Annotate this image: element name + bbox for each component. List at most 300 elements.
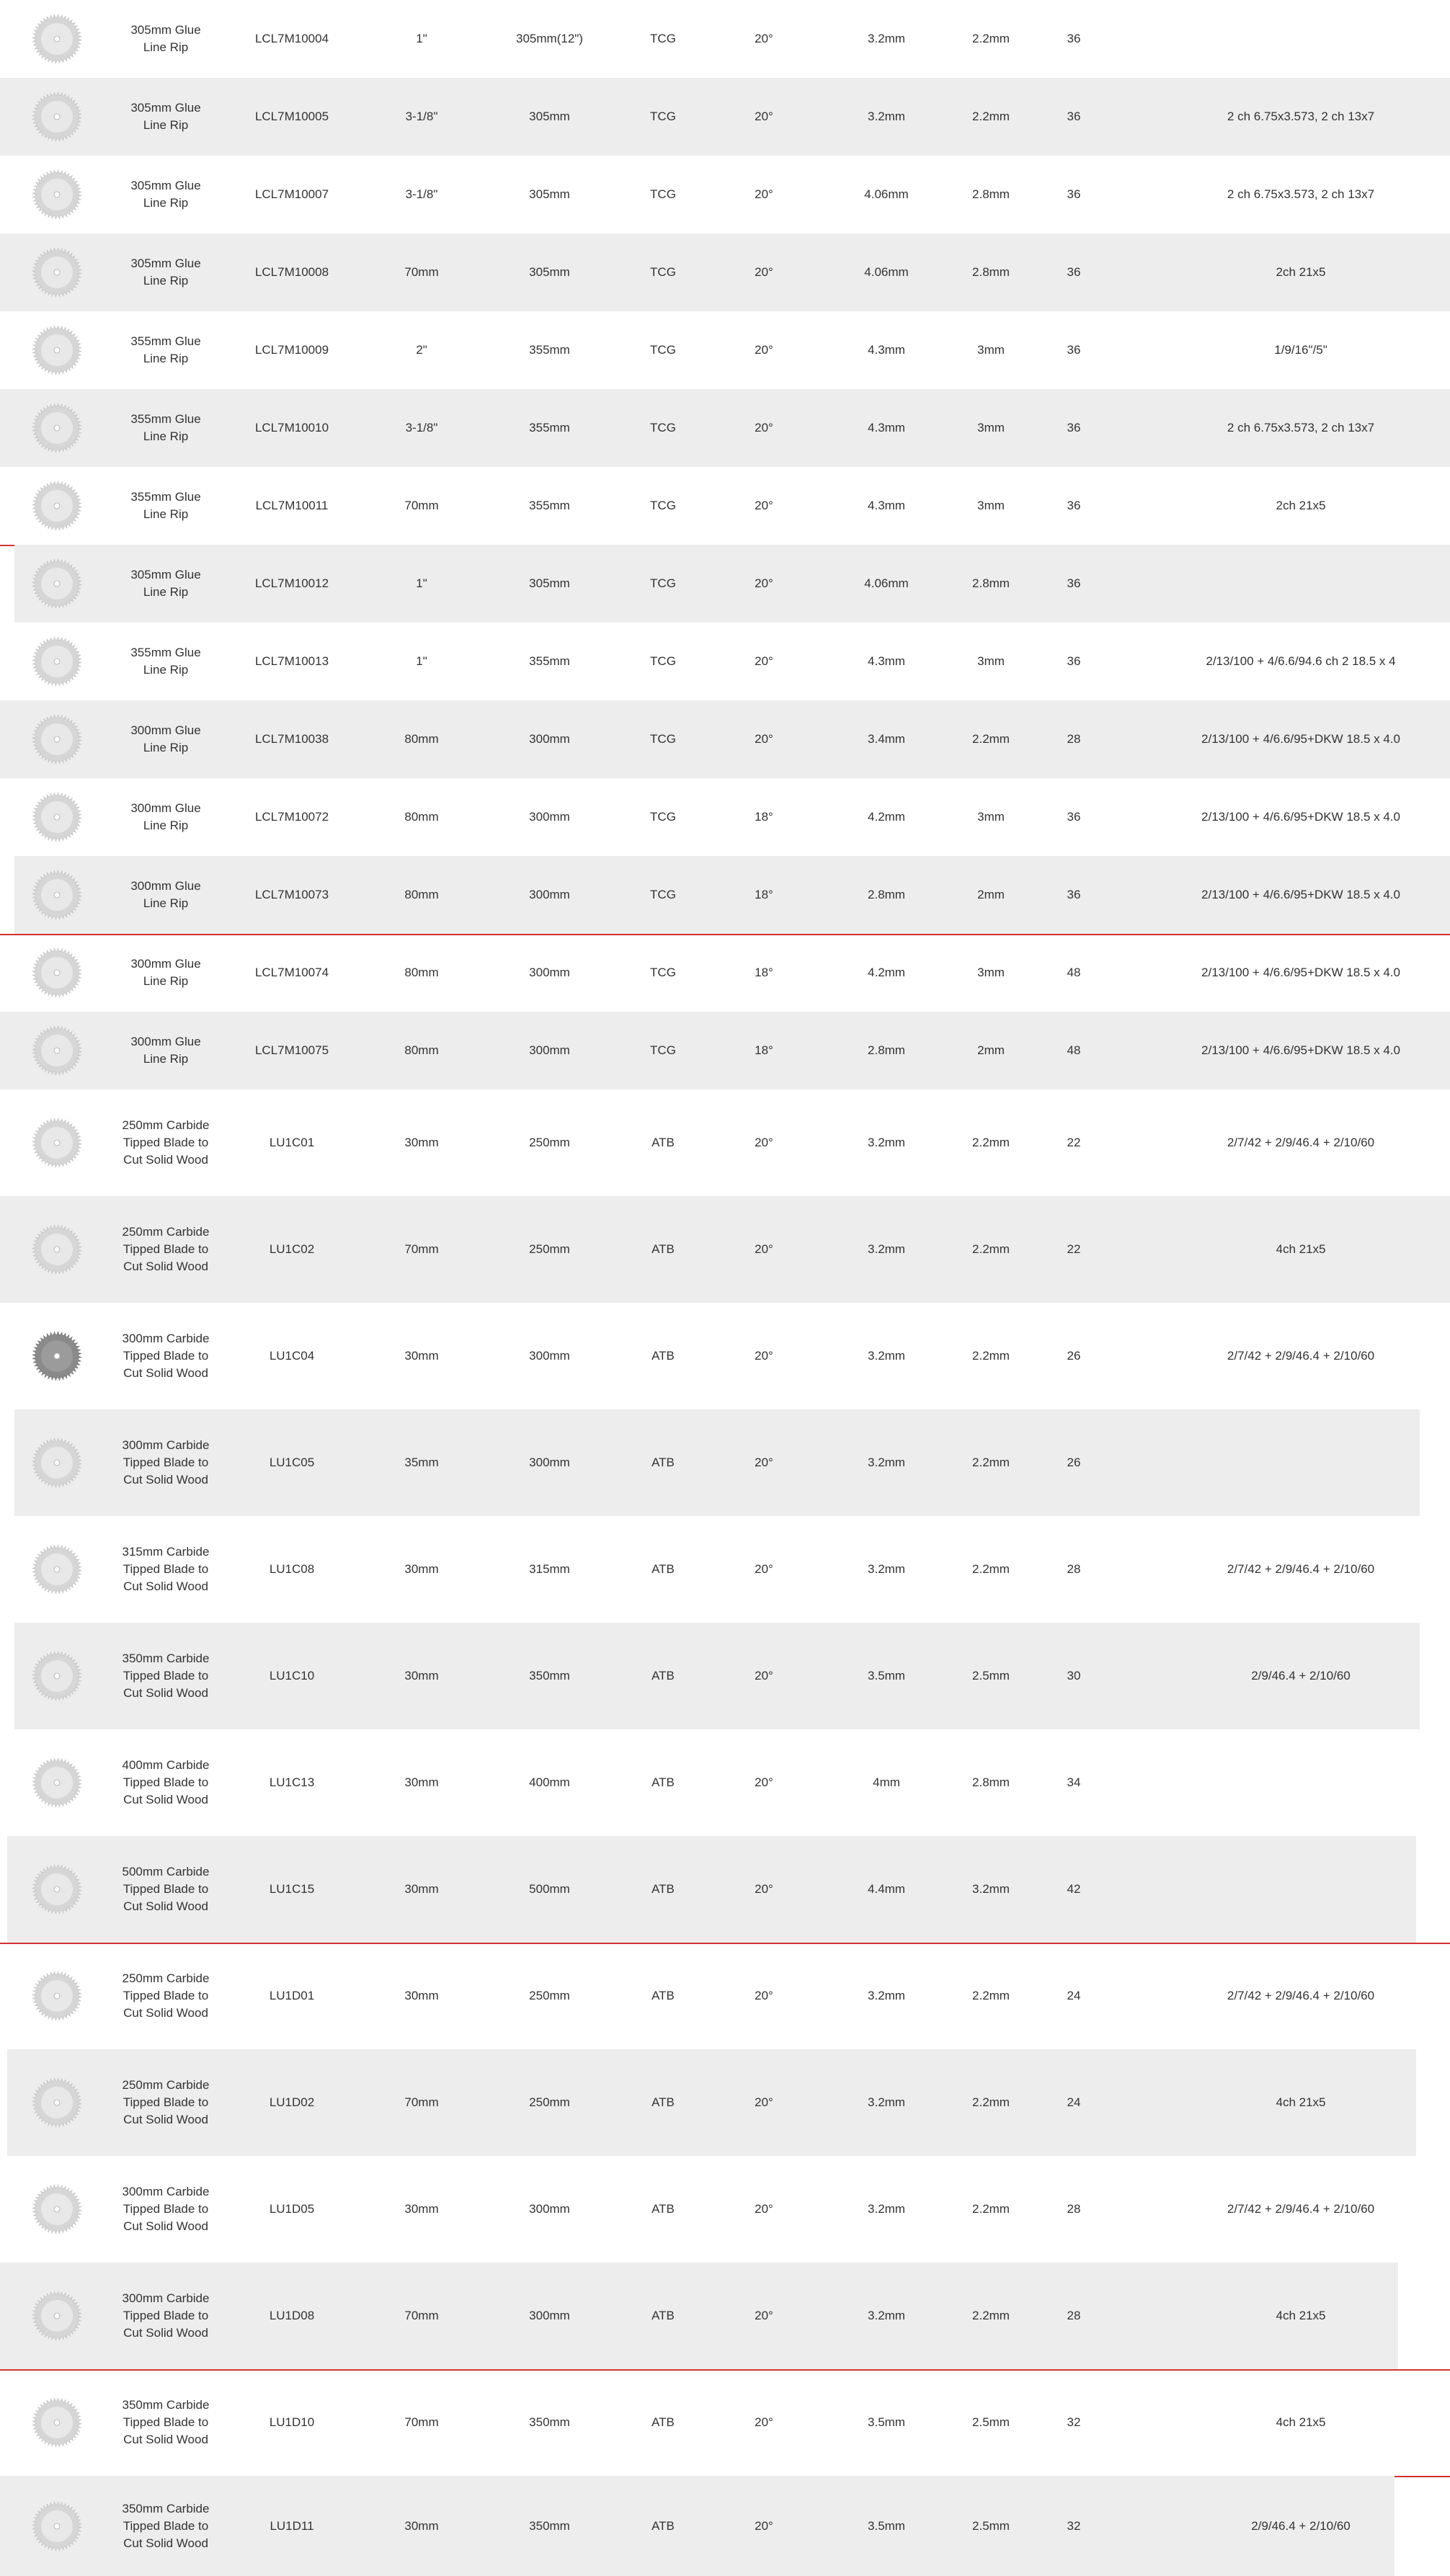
saw-blade-icon[interactable] <box>27 558 86 609</box>
product-code: LU1C05 <box>269 1456 315 1469</box>
tooth-profile: ATB <box>651 2095 675 2109</box>
product-code: LCL7M10009 <box>254 343 329 357</box>
pinhole-spec: 4ch 21x5 <box>1276 2415 1326 2429</box>
pinhole-spec: 2/7/42 + 2/9/46.4 + 2/10/60 <box>1227 1989 1375 2002</box>
pinhole-spec: 2/13/100 + 4/6.6/95+DKW 18.5 x 4.0 <box>1201 966 1400 979</box>
saw-blade-icon[interactable] <box>27 1544 86 1595</box>
product-code: LCL7M10074 <box>254 966 329 979</box>
saw-blade-icon[interactable] <box>27 403 86 453</box>
hook-angle: 20° <box>755 1989 773 2002</box>
product-name: 305mm Glue Line Rip <box>130 568 201 599</box>
bore-size: 70mm <box>404 265 439 279</box>
saw-blade-icon[interactable] <box>27 636 86 687</box>
bore-size: 70mm <box>404 499 439 512</box>
product-name: 300mm Glue Line Rip <box>130 723 201 754</box>
product-code: LU1D05 <box>269 2202 315 2216</box>
hook-angle: 20° <box>755 1882 773 1896</box>
bore-size: 2" <box>416 343 427 357</box>
product-name: 305mm Glue Line Rip <box>130 179 201 210</box>
saw-blade-icon[interactable] <box>27 2291 86 2341</box>
tooth-profile: ATB <box>651 1775 675 1789</box>
plate-thickness: 2.8mm <box>972 576 1010 590</box>
teeth-count: 28 <box>1067 2309 1081 2322</box>
pinhole-spec: 2ch 21x5 <box>1276 499 1326 512</box>
table-row <box>0 156 1450 233</box>
plate-thickness: 3mm <box>977 499 1005 512</box>
product-code: LCL7M10004 <box>254 32 329 45</box>
kerf-width: 4.06mm <box>864 187 909 201</box>
teeth-count: 26 <box>1067 1349 1081 1363</box>
saw-blade-icon[interactable] <box>27 2077 86 2128</box>
pinhole-spec: 2ch 21x5 <box>1276 265 1326 279</box>
saw-blade-icon[interactable] <box>27 714 86 765</box>
hook-angle: 20° <box>755 2518 773 2533</box>
bore-size: 3-1/8" <box>405 421 438 434</box>
table-row <box>0 1089 1450 1196</box>
kerf-width: 4.06mm <box>864 265 909 279</box>
hook-angle: 20° <box>755 1669 773 1683</box>
saw-blade-icon[interactable] <box>27 325 86 375</box>
diameter: 355mm <box>529 421 570 434</box>
saw-blade-icon[interactable] <box>27 2184 86 2234</box>
tooth-profile: TCG <box>650 110 676 123</box>
diameter: 355mm <box>529 499 570 512</box>
product-name: 300mm Glue Line Rip <box>130 1035 201 1066</box>
diameter: 305mm(12") <box>516 32 583 45</box>
product-name: 300mm Glue Line Rip <box>130 801 201 832</box>
plate-thickness: 2mm <box>977 888 1005 901</box>
product-code: LCL7M10073 <box>254 888 329 901</box>
product-name: 300mm Glue Line Rip <box>130 879 201 910</box>
table-row <box>0 856 1450 934</box>
table-row <box>0 1729 1450 1836</box>
product-code: LCL7M10011 <box>255 499 329 512</box>
teeth-count: 36 <box>1067 888 1081 901</box>
kerf-width: 4.4mm <box>868 1882 905 1896</box>
kerf-width: 3.2mm <box>868 1136 905 1149</box>
plate-thickness: 2.2mm <box>972 2095 1010 2109</box>
table-row <box>0 1303 1450 1409</box>
pinhole-spec: 2 ch 6.75x3.573, 2 ch 13x7 <box>1227 187 1375 201</box>
saw-blade-icon[interactable] <box>27 247 86 298</box>
diameter: 355mm <box>529 343 570 357</box>
plate-thickness: 2.8mm <box>972 265 1010 279</box>
product-code: LU1C02 <box>269 1242 315 1256</box>
bore-size: 1" <box>416 32 427 45</box>
product-code: LU1C13 <box>269 1775 315 1789</box>
saw-blade-icon[interactable] <box>27 1025 86 1076</box>
plate-thickness: 3mm <box>977 810 1005 824</box>
hook-angle: 20° <box>755 2415 773 2429</box>
product-name: 305mm Glue Line Rip <box>130 257 201 288</box>
teeth-count: 36 <box>1067 499 1081 512</box>
bore-size: 70mm <box>404 2095 439 2109</box>
kerf-width: 3.2mm <box>868 2095 905 2109</box>
product-name: 250mm Carbide Tipped Blade to Cut Solid Wood <box>122 1118 210 1167</box>
kerf-width: 3.5mm <box>868 2518 905 2533</box>
diameter: 250mm <box>529 1989 570 2002</box>
teeth-count: 36 <box>1067 32 1081 45</box>
product-name: 315mm Carbide Tipped Blade to Cut Solid Wood <box>122 1545 210 1593</box>
bore-size: 70mm <box>404 2309 439 2322</box>
diameter: 400mm <box>529 1775 570 1789</box>
tooth-profile: TCG <box>650 421 676 434</box>
bore-size: 3-1/8" <box>405 187 438 201</box>
table-row <box>0 1409 1450 1516</box>
tooth-profile: TCG <box>650 654 676 668</box>
diameter: 300mm <box>529 732 570 746</box>
saw-blade-icon[interactable] <box>27 1651 86 1701</box>
bore-size: 30mm <box>404 1882 439 1896</box>
kerf-width: 3.2mm <box>868 110 905 123</box>
pinhole-spec: 2/13/100 + 4/6.6/95+DKW 18.5 x 4.0 <box>1201 810 1400 824</box>
kerf-width: 4.3mm <box>868 499 905 512</box>
product-code: LU1C10 <box>269 1669 315 1683</box>
product-code: LCL7M10007 <box>254 187 329 201</box>
plate-thickness: 2.2mm <box>972 1562 1010 1576</box>
pinhole-spec: 1/9/16"/5" <box>1274 343 1327 357</box>
table-row <box>0 1196 1450 1303</box>
diameter: 350mm <box>529 2415 570 2429</box>
diameter: 500mm <box>529 1882 570 1896</box>
tooth-profile: TCG <box>650 499 676 512</box>
hook-angle: 20° <box>755 110 773 123</box>
pinhole-spec: 2 ch 6.75x3.573, 2 ch 13x7 <box>1227 421 1375 434</box>
plate-thickness: 3mm <box>977 966 1005 979</box>
saw-blade-icon[interactable] <box>27 1118 86 1168</box>
teeth-count: 48 <box>1067 1043 1081 1057</box>
teeth-count: 30 <box>1067 1669 1081 1683</box>
product-code: LCL7M10005 <box>254 110 329 123</box>
teeth-count: 42 <box>1067 1882 1081 1896</box>
diameter: 250mm <box>529 1136 570 1149</box>
plate-thickness: 2.2mm <box>972 2202 1010 2216</box>
diameter: 300mm <box>529 966 570 979</box>
diameter: 300mm <box>529 2309 570 2322</box>
diameter: 305mm <box>529 187 570 201</box>
saw-blade-icon[interactable] <box>27 1864 86 1915</box>
bore-size: 80mm <box>404 1043 439 1057</box>
hook-angle: 20° <box>755 187 773 201</box>
saw-blade-icon[interactable] <box>27 792 86 842</box>
diameter: 300mm <box>529 1349 570 1363</box>
teeth-count: 32 <box>1067 2415 1081 2429</box>
table-row <box>0 1943 1450 2049</box>
table-row <box>0 623 1450 700</box>
product-name: 250mm Carbide Tipped Blade to Cut Solid Wood <box>122 2078 210 2126</box>
kerf-width: 3.2mm <box>868 32 905 45</box>
product-code: LU1D01 <box>269 1989 315 2002</box>
saw-blade-icon[interactable] <box>27 14 86 64</box>
saw-blade-icon[interactable] <box>27 92 86 142</box>
bore-size: 3-1/8" <box>405 110 438 123</box>
tooth-profile: TCG <box>650 576 676 590</box>
teeth-count: 28 <box>1067 1562 1081 1576</box>
tooth-profile: ATB <box>651 2202 675 2216</box>
product-code: LCL7M10013 <box>254 654 329 668</box>
teeth-count: 36 <box>1067 654 1081 668</box>
saw-blade-icon[interactable] <box>27 1438 86 1488</box>
tooth-profile: TCG <box>650 343 676 357</box>
teeth-count: 22 <box>1067 1242 1081 1256</box>
saw-blade-icon[interactable] <box>27 2397 86 2448</box>
tooth-profile: TCG <box>650 187 676 201</box>
diameter: 350mm <box>529 1669 570 1683</box>
bore-size: 70mm <box>404 2415 439 2429</box>
bore-size: 30mm <box>404 1669 439 1683</box>
hook-angle: 20° <box>755 2202 773 2216</box>
plate-thickness: 2.5mm <box>972 2518 1010 2533</box>
tooth-profile: TCG <box>650 265 676 279</box>
kerf-width: 4mm <box>873 1775 900 1789</box>
diameter: 355mm <box>529 654 570 668</box>
diameter: 350mm <box>529 2518 570 2533</box>
tooth-profile: TCG <box>650 966 676 979</box>
table-row <box>0 467 1450 545</box>
plate-thickness: 2.2mm <box>972 1456 1010 1469</box>
saw-blade-icon[interactable] <box>27 1224 86 1275</box>
product-name: 355mm Glue Line Rip <box>130 490 201 521</box>
diameter: 300mm <box>529 1043 570 1057</box>
teeth-count: 32 <box>1067 2518 1081 2533</box>
bore-size: 1" <box>416 654 427 668</box>
hook-angle: 20° <box>755 343 773 357</box>
pinhole-spec: 2/7/42 + 2/9/46.4 + 2/10/60 <box>1227 1562 1375 1576</box>
table-row <box>0 1836 1450 1943</box>
product-code: LU1D10 <box>269 2415 315 2429</box>
diameter: 250mm <box>529 1242 570 1256</box>
product-name: 350mm Carbide Tipped Blade to Cut Solid Wood <box>122 2501 210 2550</box>
saw-blade-dark-icon[interactable] <box>27 1331 86 1381</box>
product-name: 400mm Carbide Tipped Blade to Cut Solid Wood <box>122 1758 210 1806</box>
diameter: 250mm <box>529 2095 570 2109</box>
product-code: LCL7M10012 <box>254 576 329 590</box>
kerf-width: 3.2mm <box>868 2202 905 2216</box>
plate-thickness: 2.2mm <box>972 1242 1010 1256</box>
hook-angle: 20° <box>755 499 773 512</box>
kerf-width: 3.2mm <box>868 2309 905 2322</box>
saw-blade-icon[interactable] <box>27 481 86 531</box>
hook-angle: 20° <box>755 1456 773 1469</box>
table-row <box>0 2156 1450 2263</box>
table-row <box>0 0 1450 78</box>
tooth-profile: TCG <box>650 1043 676 1057</box>
pinhole-spec: 4ch 21x5 <box>1276 2095 1326 2109</box>
teeth-count: 24 <box>1067 1989 1081 2002</box>
row-background <box>14 1409 1420 1516</box>
plate-thickness: 2.2mm <box>972 2309 1010 2322</box>
tooth-profile: ATB <box>651 1349 675 1363</box>
plate-thickness: 2mm <box>977 1043 1005 1057</box>
table-row <box>0 311 1450 389</box>
tooth-profile: ATB <box>651 2415 675 2429</box>
plate-thickness: 2.2mm <box>972 32 1010 45</box>
product-name: 350mm Carbide Tipped Blade to Cut Solid Wood <box>122 1652 210 1700</box>
plate-thickness: 3mm <box>977 654 1005 668</box>
bore-size: 80mm <box>404 966 439 979</box>
pinhole-spec: 2/7/42 + 2/9/46.4 + 2/10/60 <box>1227 1349 1375 1363</box>
hook-angle: 18° <box>755 1043 773 1057</box>
kerf-width: 3.2mm <box>868 1242 905 1256</box>
bore-size: 1" <box>416 576 427 590</box>
plate-thickness: 3mm <box>977 421 1005 434</box>
kerf-width: 3.5mm <box>868 1669 905 1683</box>
bore-size: 80mm <box>404 888 439 901</box>
row-background <box>7 1836 1416 1943</box>
tooth-profile: ATB <box>651 1669 675 1683</box>
teeth-count: 36 <box>1067 187 1081 201</box>
product-name: 355mm Glue Line Rip <box>130 412 201 443</box>
saw-blade-icon[interactable] <box>27 948 86 998</box>
tooth-profile: ATB <box>651 2518 675 2533</box>
hook-angle: 20° <box>755 654 773 668</box>
pinhole-spec: 2/13/100 + 4/6.6/95+DKW 18.5 x 4.0 <box>1201 1043 1400 1057</box>
product-code: LU1D08 <box>269 2309 315 2322</box>
hook-angle: 18° <box>755 888 773 901</box>
plate-thickness: 2.8mm <box>972 1775 1010 1789</box>
diameter: 305mm <box>529 576 570 590</box>
plate-thickness: 2.2mm <box>972 1989 1010 2002</box>
teeth-count: 48 <box>1067 966 1081 979</box>
table-row <box>0 778 1450 856</box>
hook-angle: 20° <box>755 1136 773 1149</box>
product-name: 350mm Carbide Tipped Blade to Cut Solid Wood <box>122 2398 210 2446</box>
hook-angle: 20° <box>755 1775 773 1789</box>
plate-thickness: 2.5mm <box>972 1669 1010 1683</box>
teeth-count: 36 <box>1067 421 1081 434</box>
tooth-profile: ATB <box>651 1562 675 1576</box>
kerf-width: 4.3mm <box>868 343 905 357</box>
saw-blade-icon[interactable] <box>27 169 86 220</box>
product-code: LCL7M10008 <box>254 265 329 279</box>
diameter: 305mm <box>529 110 570 123</box>
bore-size: 80mm <box>404 810 439 824</box>
pinhole-spec: 4ch 21x5 <box>1276 1242 1326 1256</box>
hook-angle: 20° <box>755 1242 773 1256</box>
kerf-width: 2.8mm <box>868 888 905 901</box>
diameter: 300mm <box>529 1456 570 1469</box>
saw-blade-icon[interactable] <box>27 1971 86 2021</box>
hook-angle: 20° <box>755 2309 773 2322</box>
teeth-count: 34 <box>1067 1775 1081 1789</box>
teeth-count: 24 <box>1067 2095 1081 2109</box>
bore-size: 30mm <box>404 1562 439 1576</box>
diameter: 300mm <box>529 888 570 901</box>
kerf-width: 4.2mm <box>868 966 905 979</box>
diameter: 315mm <box>529 1562 570 1576</box>
pinhole-spec: 4ch 21x5 <box>1276 2309 1326 2322</box>
hook-angle: 20° <box>755 421 773 434</box>
diameter: 305mm <box>529 265 570 279</box>
teeth-count: 26 <box>1067 1456 1081 1469</box>
plate-thickness: 3.2mm <box>972 1882 1010 1896</box>
product-code: LU1C15 <box>269 1882 315 1896</box>
hook-angle: 20° <box>755 732 773 746</box>
product-name: 300mm Carbide Tipped Blade to Cut Solid Wood <box>122 1332 210 1380</box>
table-row <box>0 934 1450 1012</box>
bore-size: 30mm <box>404 1989 439 2002</box>
kerf-width: 3.2mm <box>868 1989 905 2002</box>
product-code: LU1C01 <box>269 1136 315 1149</box>
pinhole-spec: 2/13/100 + 4/6.6/95+DKW 18.5 x 4.0 <box>1201 888 1400 901</box>
bore-size: 30mm <box>404 2202 439 2216</box>
pinhole-spec: 2/9/46.4 + 2/10/60 <box>1251 1669 1351 1683</box>
tooth-profile: ATB <box>651 2309 675 2322</box>
saw-blade-icon[interactable] <box>27 870 86 920</box>
plate-thickness: 2.8mm <box>972 187 1010 201</box>
product-name: 250mm Carbide Tipped Blade to Cut Solid Wood <box>122 1971 210 2020</box>
product-code: LU1D11 <box>270 2518 314 2533</box>
teeth-count: 36 <box>1067 576 1081 590</box>
kerf-width: 2.8mm <box>868 1043 905 1057</box>
tooth-profile: ATB <box>651 1989 675 2002</box>
kerf-width: 4.2mm <box>868 810 905 824</box>
table-row <box>0 1623 1450 1729</box>
diameter: 300mm <box>529 810 570 824</box>
tooth-profile: ATB <box>651 1242 675 1256</box>
pinhole-spec: 2/9/46.4 + 2/10/60 <box>1251 2518 1351 2533</box>
kerf-width: 3.2mm <box>868 1562 905 1576</box>
table-row <box>0 389 1450 467</box>
table-row <box>0 2263 1450 2369</box>
hook-angle: 20° <box>755 265 773 279</box>
saw-blade-icon[interactable] <box>27 1757 86 1808</box>
table-row <box>0 1516 1450 1623</box>
kerf-width: 4.06mm <box>864 576 909 590</box>
product-name: 300mm Carbide Tipped Blade to Cut Solid Wood <box>122 2291 210 2340</box>
product-name: 355mm Glue Line Rip <box>130 334 201 365</box>
product-name: 250mm Carbide Tipped Blade to Cut Solid Wood <box>122 1225 210 1273</box>
tooth-profile: TCG <box>650 732 676 746</box>
tooth-profile: TCG <box>650 32 676 45</box>
table-row <box>0 1012 1450 1089</box>
hook-angle: 20° <box>755 2095 773 2109</box>
pinhole-spec: 2/7/42 + 2/9/46.4 + 2/10/60 <box>1227 1136 1375 1149</box>
table-row <box>0 545 1450 623</box>
kerf-width: 3.5mm <box>868 2415 905 2429</box>
bore-size: 30mm <box>404 1136 439 1149</box>
table-row <box>0 233 1450 311</box>
pinhole-spec: 2/7/42 + 2/9/46.4 + 2/10/60 <box>1227 2202 1375 2216</box>
teeth-count: 36 <box>1067 265 1081 279</box>
plate-thickness: 2.5mm <box>972 2415 1010 2429</box>
hook-angle: 20° <box>755 1562 773 1576</box>
table-row <box>0 2049 1450 2156</box>
plate-thickness: 2.2mm <box>972 110 1010 123</box>
hook-angle: 20° <box>755 576 773 590</box>
saw-blade-icon[interactable] <box>27 2501 86 2552</box>
product-code: LCL7M10038 <box>254 732 329 746</box>
teeth-count: 36 <box>1067 343 1081 357</box>
plate-thickness: 2.2mm <box>972 1136 1010 1149</box>
plate-thickness: 3mm <box>977 343 1005 357</box>
table-row <box>0 700 1450 778</box>
product-name: 305mm Glue Line Rip <box>130 101 201 132</box>
product-code: LCL7M10075 <box>254 1043 329 1057</box>
product-code: LU1C08 <box>269 1562 315 1576</box>
plate-thickness: 2.2mm <box>972 732 1010 746</box>
plate-thickness: 2.2mm <box>972 1349 1010 1363</box>
teeth-count: 28 <box>1067 732 1081 746</box>
product-name: 305mm Glue Line Rip <box>130 23 201 54</box>
tooth-profile: ATB <box>651 1456 675 1469</box>
pinhole-spec: 2/13/100 + 4/6.6/95+DKW 18.5 x 4.0 <box>1201 732 1400 746</box>
pinhole-spec: 2/13/100 + 4/6.6/94.6 ch 2 18.5 x 4 <box>1206 654 1396 668</box>
kerf-width: 3.2mm <box>868 1349 905 1363</box>
tooth-profile: ATB <box>651 1882 675 1896</box>
product-code: LCL7M10072 <box>254 810 329 824</box>
hook-angle: 20° <box>755 32 773 45</box>
